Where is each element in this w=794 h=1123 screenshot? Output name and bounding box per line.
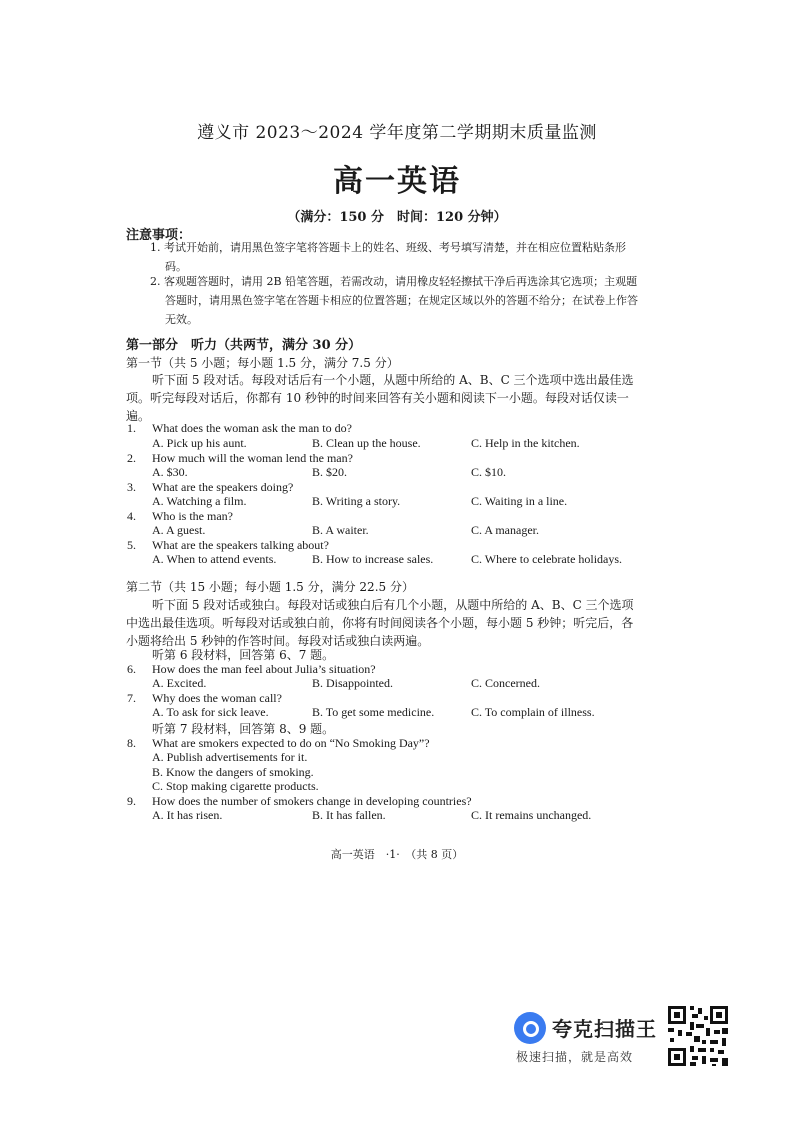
option-b: B. How to increase sales. <box>312 552 434 566</box>
question-number: 6. <box>127 662 136 676</box>
subject-title: 高一英语 <box>333 164 461 199</box>
part-title: 第一部分 听力（共两节，满分 30 分） <box>126 338 362 353</box>
question-number: 3. <box>127 480 136 494</box>
question-number: 5. <box>127 538 136 552</box>
question-number: 2. <box>127 451 136 465</box>
exam-meta: （满分：150 分 时间：120 分钟） <box>287 210 507 225</box>
qr-code-icon <box>666 1004 730 1068</box>
option-a: A. Publish advertisements for it. <box>152 750 308 764</box>
option-a: A. A guest. <box>152 523 206 537</box>
option-b: B. Writing a story. <box>312 494 401 508</box>
option-a: A. To ask for sick leave. <box>152 705 269 719</box>
option-a: A. $30. <box>152 465 188 479</box>
option-b: B. $20. <box>312 465 348 479</box>
question-number: 8. <box>127 736 136 750</box>
question-text: Why does the woman call? <box>152 691 282 705</box>
section-instructions: 听下面 5 段对话。每段对话后有一个小题，从题中所给的 A、B、C 三个选项中选出最佳选项。听完每段对话后，你都有 10 秒钟的时间来回答有关小题和阅读下一小题。每段对话仅读一遍。 <box>126 373 634 423</box>
option-a: A. Watching a film. <box>152 494 247 508</box>
question-text: What are the speakers doing? <box>152 480 294 494</box>
brand-name: 夸克扫描王 <box>552 1017 657 1041</box>
exam-title: 遵义市 2023～2024 学年度第二学期期末质量监测 <box>197 123 597 143</box>
option-a: A. When to attend events. <box>152 552 277 566</box>
question-text: What are smokers expected to do on “No Smoking Day”? <box>152 736 430 750</box>
question-text: How does the man feel about Julia’s situation? <box>152 662 376 676</box>
notes-title: 注意事项： <box>126 228 192 243</box>
option-a: A. Pick up his aunt. <box>152 436 247 450</box>
option-c: C. Waiting in a line. <box>471 494 568 508</box>
option-c: C. Stop making cigarette products. <box>152 779 319 793</box>
option-c: C. To complain of illness. <box>471 705 595 719</box>
option-a: A. Excited. <box>152 676 207 690</box>
question-number: 4. <box>127 509 136 523</box>
quark-scan-icon <box>514 1012 546 1044</box>
option-b: B. Know the dangers of smoking. <box>152 765 314 779</box>
note-item: 2. 客观题答题时，请用 2B 铅笔答题，若需改动，请用橡皮轻轻擦拭干净后再选涂其它选项；主观题答题时，请用黑色签字笔在答题卡相应的位置答题；在规定区域以外的答题不给分；在试卷上作答无效。 <box>150 275 638 326</box>
option-c: C. A manager. <box>471 523 539 537</box>
option-b: B. It has fallen. <box>312 808 386 822</box>
question-text: How much will the woman lend the man? <box>152 451 353 465</box>
option-b: B. Clean up the house. <box>312 436 421 450</box>
option-a: A. It has risen. <box>152 808 223 822</box>
question-number: 7. <box>127 691 136 705</box>
scanner-watermark <box>514 1008 664 1068</box>
question-text: What does the woman ask the man to do? <box>152 421 352 435</box>
question-text: Who is the man? <box>152 509 233 523</box>
option-b: B. Disappointed. <box>312 676 393 690</box>
page-footer: 高一英语 ·1· （共 8 页） <box>330 848 464 861</box>
question-number: 1. <box>127 421 136 435</box>
option-c: C. Where to celebrate holidays. <box>471 552 623 566</box>
section-title: 第二节（共 15 小题；每小题 1.5 分，满分 22.5 分） <box>126 580 414 594</box>
section-title: 第一节（共 5 小题；每小题 1.5 分，满分 7.5 分） <box>126 356 399 370</box>
section-instructions: 听下面 5 段对话或独白。每段对话或独白后有几个小题，从题中所给的 A、B、C 三个选项中选出最佳选项。听每段对话或独白前，你将有时间阅读各个小题，每小题 5 秒钟；听完后，各小题将给出 5 秒钟的作答时间。每段对话或独白读两遍。 <box>126 598 634 648</box>
question-text: What are the speakers talking about? <box>152 538 329 552</box>
material-note: 听第 6 段材料，回答第 6、7 题。 <box>152 648 335 662</box>
question-number: 9. <box>127 794 136 808</box>
option-b: B. To get some medicine. <box>312 705 435 719</box>
note-item: 1. 考试开始前，请用黑色签字笔将答题卡上的姓名、班级、考号填写清楚，并在相应位置粘贴条形码。 <box>150 241 626 273</box>
option-c: C. It remains unchanged. <box>471 808 592 822</box>
option-c: C. Concerned. <box>471 676 540 690</box>
option-c: C. Help in the kitchen. <box>471 436 580 450</box>
question-text: How does the number of smokers change in developing countries? <box>152 794 472 808</box>
brand-slogan: 极速扫描，就是高效 <box>516 1050 634 1064</box>
option-c: C. $10. <box>471 465 507 479</box>
option-b: B. A waiter. <box>312 523 369 537</box>
material-note: 听第 7 段材料，回答第 8、9 题。 <box>152 722 335 736</box>
